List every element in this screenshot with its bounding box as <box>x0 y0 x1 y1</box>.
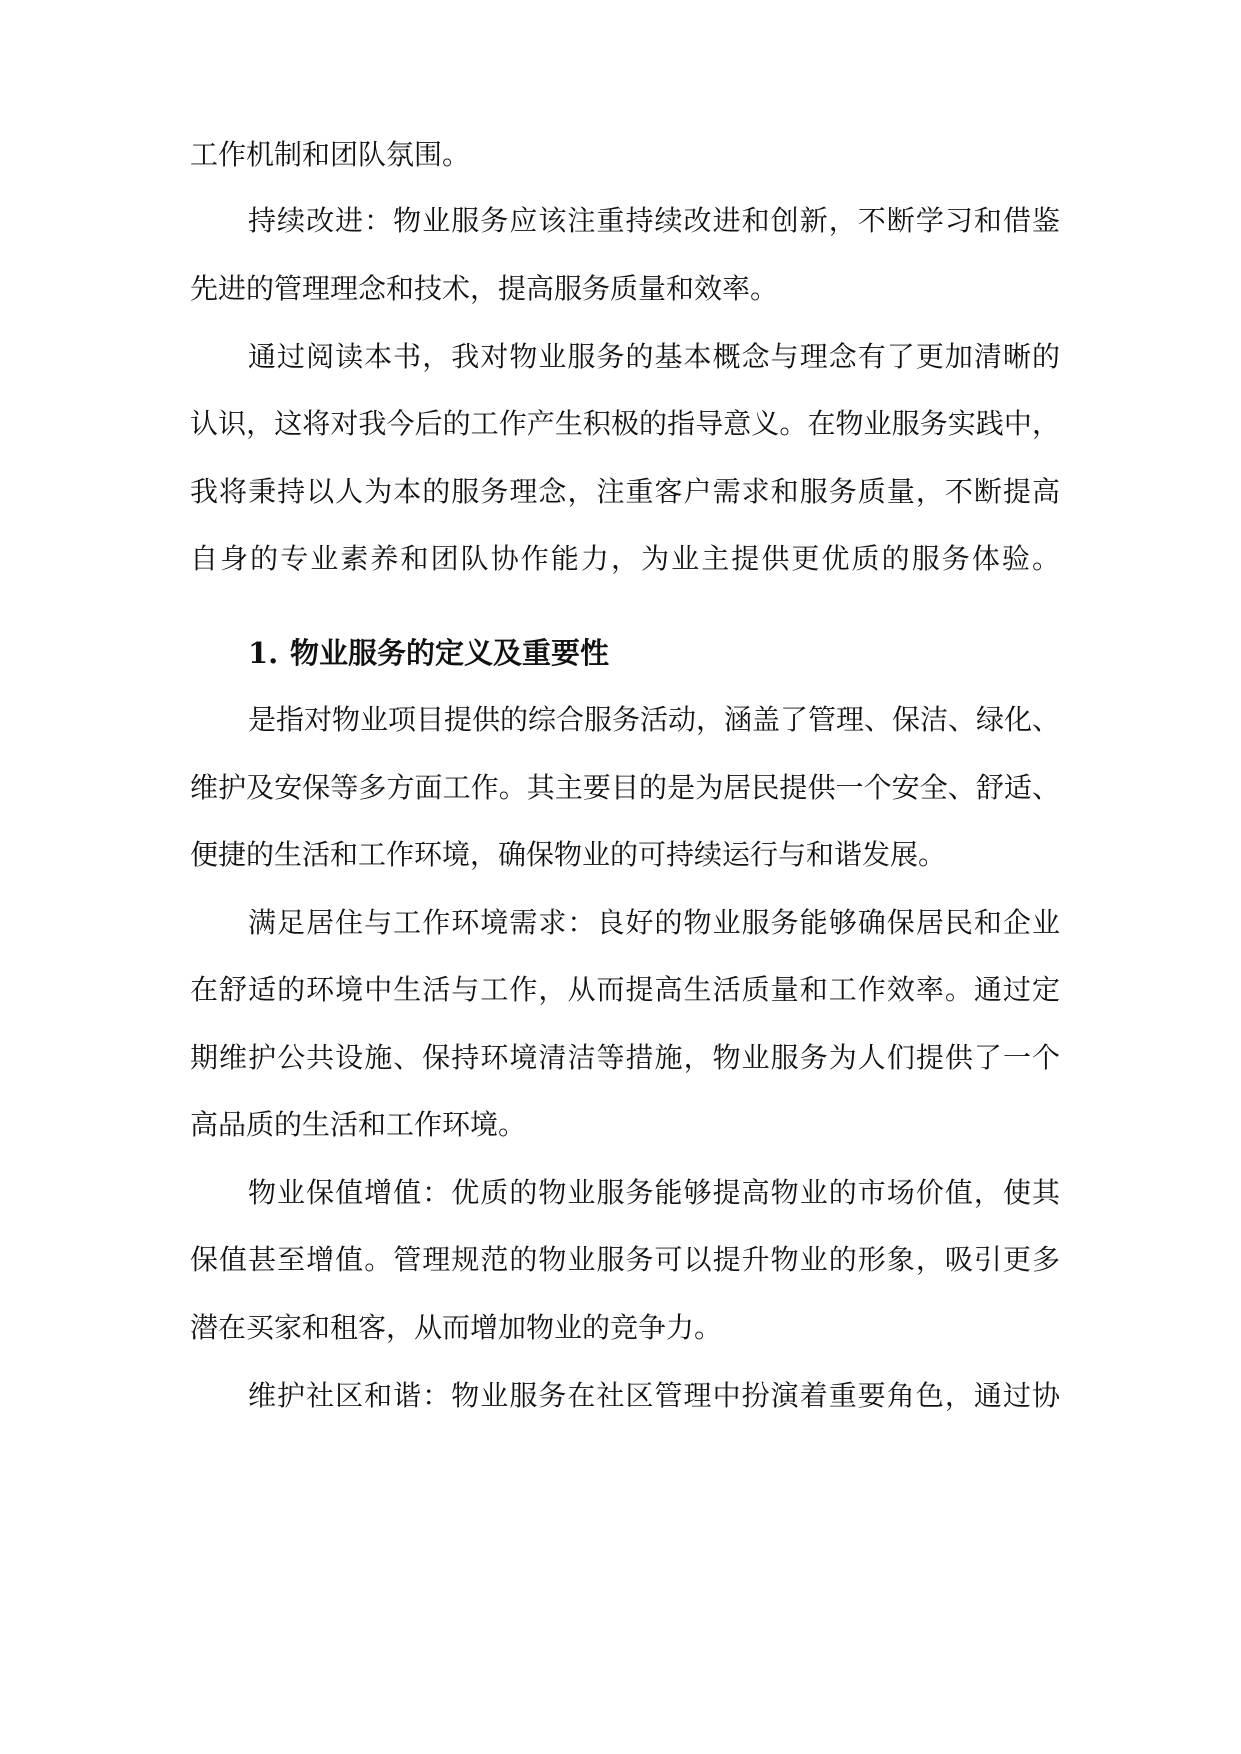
paragraph-line: 维护社区和谐：物业服务在社区管理中扮演着重要角色，通过协 <box>248 1379 1060 1412</box>
paragraph-line: 通过阅读本书，我对物业服务的基本概念与理念有了更加清晰的 <box>248 340 1060 373</box>
section-title: 物业服务的定义及重要性 <box>290 636 610 670</box>
paragraph-line: 是指对物业项目提供的综合服务活动，涵盖了管理、保洁、绿化、 <box>248 703 1061 736</box>
paragraph-line: 物业保值增值：优质的物业服务能够提高物业的市场价值，使其 <box>248 1176 1060 1209</box>
paragraph-line: 高品质的生活和工作环境。 <box>190 1108 527 1141</box>
paragraph-line: 便捷的生活和工作环境，确保物业的可持续运行与和谐发展。 <box>190 838 947 871</box>
paragraph-line: 自身的专业素养和团队协作能力，为业主提供更优质的服务体验。 <box>190 542 1060 575</box>
section-number: 1. <box>248 636 279 670</box>
paragraph-line: 保值甚至增值。管理规范的物业服务可以提升物业的形象，吸引更多 <box>190 1243 1060 1276</box>
paragraph-line: 潜在买家和租客，从而增加物业的竞争力。 <box>190 1311 723 1344</box>
paragraph-line: 认识，这将对我今后的工作产生积极的指导意义。在物业服务实践中， <box>190 407 1060 440</box>
paragraph-line: 期维护公共设施、保持环境清洁等措施，物业服务为人们提供了一个 <box>190 1041 1060 1074</box>
paragraph-line: 在舒适的环境中生活与工作，从而提高生活质量和工作效率。通过定 <box>190 973 1060 1006</box>
paragraph-line: 我将秉持以人为本的服务理念，注重客户需求和服务质量，不断提高 <box>190 475 1060 508</box>
paragraph-line: 工作机制和团队氛围。 <box>190 138 471 171</box>
paragraph-line: 维护及安保等多方面工作。其主要目的是为居民提供一个安全、舒适、 <box>190 771 1060 804</box>
paragraph-line: 满足居住与工作环境需求：良好的物业服务能够确保居民和企业 <box>248 906 1060 939</box>
paragraph-line: 先进的管理理念和技术，提高服务质量和效率。 <box>190 272 779 305</box>
paragraph-line: 持续改进：物业服务应该注重持续改进和创新，不断学习和借鉴 <box>248 204 1060 237</box>
section-heading <box>248 635 609 671</box>
